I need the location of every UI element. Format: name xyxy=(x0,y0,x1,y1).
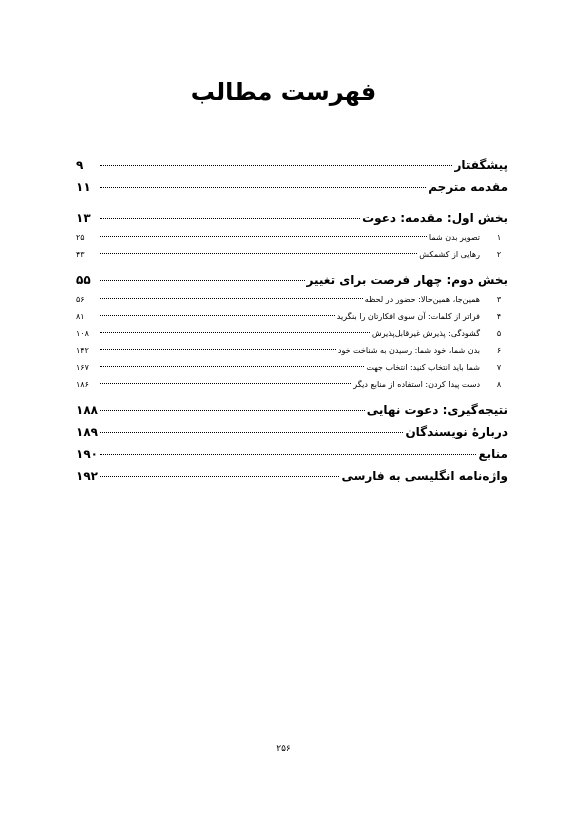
toc-page-number: ۱۱ xyxy=(76,180,91,194)
dot-leader xyxy=(100,165,452,166)
dot-leader xyxy=(100,410,365,411)
toc-page-number: ۱۹۰ xyxy=(76,447,98,461)
toc-entry-label: تصویر بدن شما xyxy=(428,233,480,242)
toc-page-number: ۱۸۶ xyxy=(76,380,89,389)
table-of-contents xyxy=(76,158,508,491)
toc-page-number: ۹ xyxy=(76,158,84,172)
toc-chapter-8[interactable] xyxy=(76,380,508,397)
toc-page-number: ۱۹۲ xyxy=(76,469,98,483)
toc-page-number: ۱۴۲ xyxy=(76,346,89,355)
dot-leader xyxy=(100,187,426,188)
toc-chapter-3[interactable] xyxy=(76,295,508,312)
toc-entry-preface[interactable] xyxy=(76,158,508,180)
page-title: فهرست مطالب xyxy=(190,78,377,106)
toc-chapter-4[interactable] xyxy=(76,312,508,329)
chapter-number: ۷ xyxy=(496,363,502,372)
chapter-number: ۴ xyxy=(496,312,502,321)
toc-entry-label: مقدمه مترجم xyxy=(428,180,508,194)
toc-page-number: ۵۶ xyxy=(76,295,85,304)
toc-entry-label: همین‌جا، همین‌حالا: حضور در لحظه xyxy=(364,295,480,304)
toc-page-number: ۱۶۷ xyxy=(76,363,89,372)
toc-chapter-2[interactable] xyxy=(76,250,508,267)
dot-leader xyxy=(100,332,370,333)
toc-entry-label: گشودگی: پذیرش غیرقابل‌پذیرش xyxy=(371,329,480,338)
toc-entry-label: فراتر از کلمات: آن سوی افکارتان را بنگرید xyxy=(336,312,480,321)
toc-page-number: ۱۰۸ xyxy=(76,329,89,338)
dot-leader xyxy=(100,236,427,237)
toc-chapter-7[interactable] xyxy=(76,363,508,380)
chapter-number: ۱ xyxy=(496,233,502,242)
toc-entry-label: بدن شما، خود شما: رسیدن به شناخت خود xyxy=(337,346,480,355)
toc-entry-label: پیشگفتار xyxy=(454,158,508,172)
toc-page-number: ۱۸۸ xyxy=(76,403,98,417)
toc-page-number: ۱۸۹ xyxy=(76,425,98,439)
toc-entry-translator-intro[interactable] xyxy=(76,180,508,202)
toc-chapter-1[interactable] xyxy=(76,233,508,250)
dot-leader xyxy=(100,298,363,299)
toc-part-1[interactable] xyxy=(76,211,508,233)
page-number: ۲۵۶ xyxy=(276,744,291,754)
chapter-number: ۶ xyxy=(496,346,502,355)
toc-entry-label: بخش اول: مقدمه: دعوت xyxy=(362,211,508,225)
dot-leader xyxy=(100,218,360,219)
dot-leader xyxy=(100,432,403,433)
dot-leader xyxy=(100,454,476,455)
toc-entry-label: دربارهٔ نویسندگان xyxy=(405,425,508,439)
toc-entry-label: رهایی از کشمکش xyxy=(419,250,480,259)
chapter-number: ۸ xyxy=(496,380,502,389)
toc-page-number: ۸۱ xyxy=(76,312,85,321)
dot-leader xyxy=(100,476,339,477)
toc-entry-label: دست پیدا کردن: استفاده از منابع دیگر xyxy=(353,380,480,389)
chapter-number: ۳ xyxy=(496,295,502,304)
chapter-number: ۲ xyxy=(496,250,502,259)
toc-entry-label: نتیجه‌گیری: دعوت نهایی xyxy=(366,403,508,417)
toc-chapter-6[interactable] xyxy=(76,346,508,363)
toc-entry-conclusion[interactable] xyxy=(76,403,508,425)
toc-page-number: ۲۵ xyxy=(76,233,85,242)
dot-leader xyxy=(100,366,364,367)
toc-entry-glossary[interactable] xyxy=(76,469,508,491)
toc-page-number: ۴۳ xyxy=(76,250,85,259)
toc-entry-label: منابع xyxy=(478,447,508,461)
chapter-number: ۵ xyxy=(496,329,502,338)
toc-page-number: ۵۵ xyxy=(76,273,91,287)
toc-chapter-5[interactable] xyxy=(76,329,508,346)
toc-entry-label: بخش دوم: چهار فرصت برای تغییر xyxy=(306,273,508,287)
dot-leader xyxy=(100,253,417,254)
dot-leader xyxy=(100,349,336,350)
toc-page-number: ۱۳ xyxy=(76,211,91,225)
toc-entry-references[interactable] xyxy=(76,447,508,469)
dot-leader xyxy=(100,315,335,316)
toc-part-2[interactable] xyxy=(76,273,508,295)
dot-leader xyxy=(100,280,305,281)
toc-entry-label: واژه‌نامه انگلیسی به فارسی xyxy=(341,469,508,483)
dot-leader xyxy=(100,383,351,384)
toc-entry-label: شما باید انتخاب کنید: انتخاب جهت xyxy=(366,363,480,372)
toc-entry-about-authors[interactable] xyxy=(76,425,508,447)
